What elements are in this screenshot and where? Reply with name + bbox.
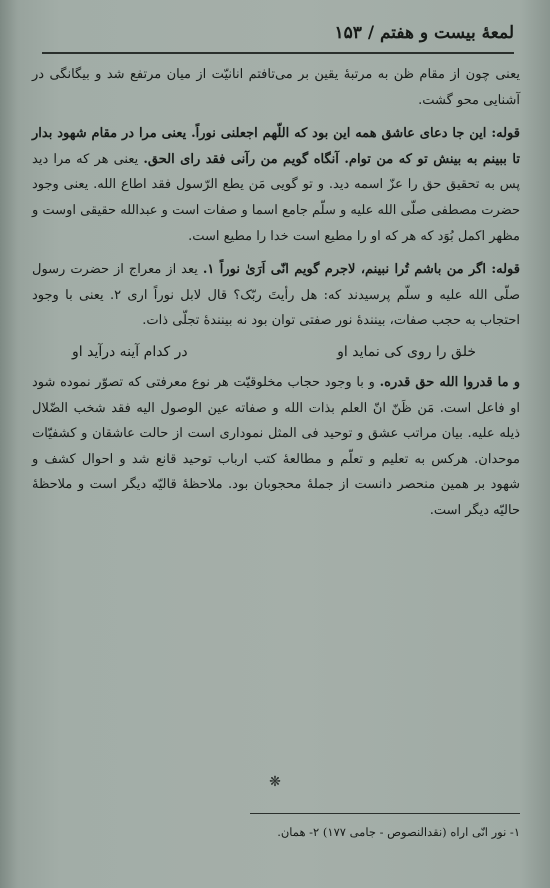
paragraph-2-lead: قوله: bbox=[491, 126, 520, 142]
poem-verse bbox=[32, 334, 520, 370]
paragraph-4 bbox=[32, 370, 520, 524]
paragraph-2 bbox=[32, 121, 520, 249]
paragraph-1: یعنی چون از مقام ظن به مرتبهٔ یقین بر می‌تافتم انانیّت از میان مرتفع شد و بیگانگی در آشنایی محو گشت. bbox=[32, 67, 520, 108]
paragraph-4-text-a: و با وجود حجاب مخلوقیّت هر نوع معرفتی که تصوّر نموده شود او فاعل است. مَن ظَنّ انّ العلم بذات الله و صفاته عین الوصول الیه فقد شخب الضّلال ذیله علیه. bbox=[32, 374, 520, 442]
paragraph-3 bbox=[32, 257, 520, 334]
paragraph-3-lead: قوله: bbox=[491, 262, 520, 278]
footnote: ۱- نور انّی اراه (نقدالنصوص - جامی ۱۷۷) ۲- همان. bbox=[277, 825, 520, 839]
running-header bbox=[42, 18, 514, 52]
footnote-rule bbox=[250, 813, 520, 814]
verse-right-hemistich: خلق را روی کی نماید او bbox=[337, 343, 476, 360]
body-text bbox=[32, 62, 520, 524]
header-title: لمعهٔ بیست و هفتم / ۱۵۳ bbox=[334, 23, 514, 43]
paragraph-3-quote: اگر من باشم تُرا نبینم، لاجرم گویم انّی اَرَیٰ نوراً ۱. bbox=[202, 262, 492, 278]
paragraph-2-quote: این جا دعای عاشق همه این بود که اللّهم اجعلنی نوراً. یعنی مرا در مقام شهود بدار تا ببینم به بینش تو که من توام. آنگاه گویم من رآنی فقد رای الحق. bbox=[32, 126, 520, 167]
header-rule bbox=[42, 52, 514, 54]
section-divider-ornament: ❋ bbox=[269, 774, 281, 790]
paragraph-4-quote: و ما قدروا الله حق قدره. bbox=[379, 374, 521, 390]
paragraph-4-text-b: بیان مراتب عشق و توحید فی المثل نموداری است از حالت عاشقان و کشفیّات موحدان. هرکس به تعلیم و تعلّم و مطالعهٔ کتب ارباب توحید قانع شد و احوال کشف و شهود بر همین منحصر دانست از جملهٔ محجوبان بود. ملاحظهٔ قالیّه دیگر است و ملاحظهٔ حالیّه دیگر است. bbox=[32, 426, 520, 518]
verse-left-hemistich: در کدام آینه درآید او bbox=[72, 343, 188, 360]
paragraph-2-commentary: یعنی هر که مرا دید پس به تحقیق حق را عزّ اسمه دید. و تو گویی مَن یطع الرّسول فقد اطاع الله. یعنی وجود حضرت مصطفی صلّی الله علیه و سلّم جامع اسما و صفات است و عبدالله حقیقی اوست و مظهر اکمل بُوَد که هر که او را مطیع است خدا را مطیع است. bbox=[32, 151, 520, 244]
paragraph-3-commentary: یعد از معراج از حضرت رسول صلّی الله علیه و سلّم پرسیدند که: هل رأیتَ ربّک؟ قال لابل نوراً اری ۲. یعنی با وجود احتجاب به حجب صفات، بینندهٔ نور صفتی توان بود نه بینندهٔ تجلّی ذات. bbox=[32, 262, 521, 329]
